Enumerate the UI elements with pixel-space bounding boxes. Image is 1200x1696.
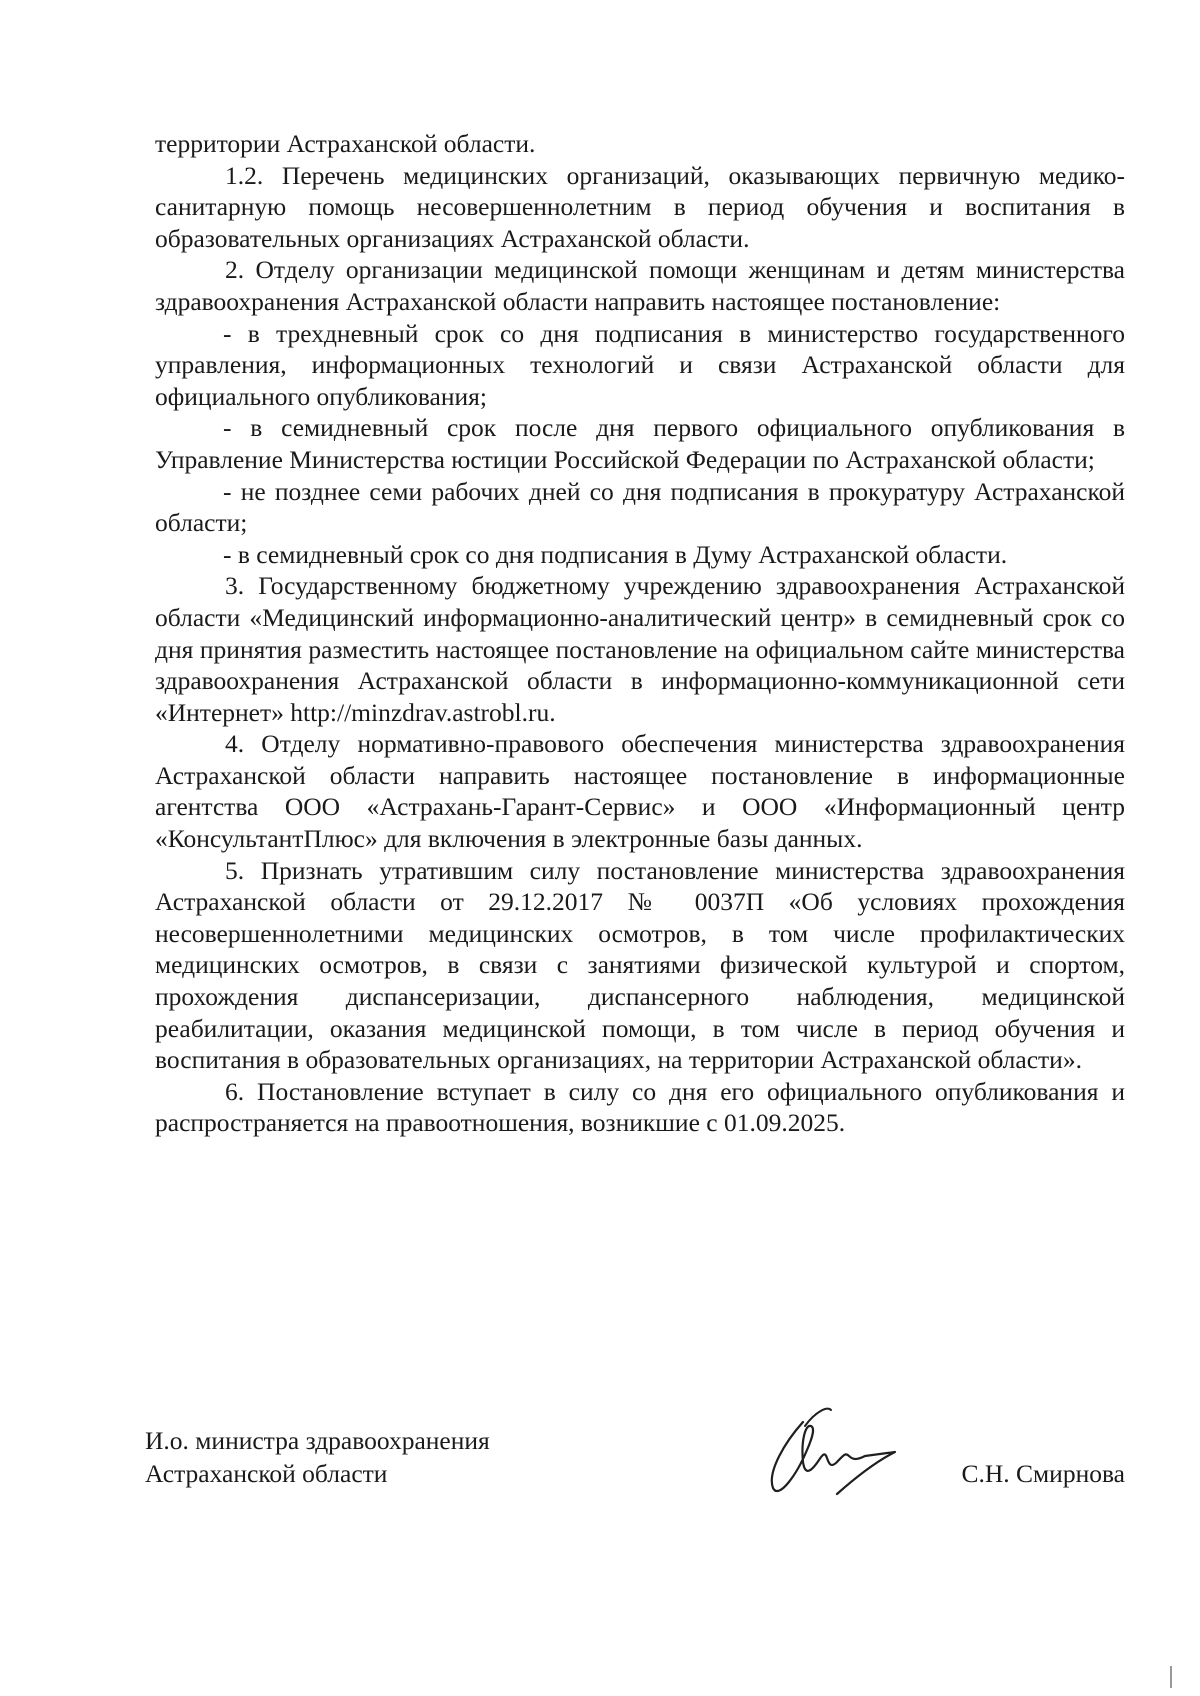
list-item-justice: - в семидневный срок после дня первого официального опубликования в Управление Министерства юстиции Российской Федерации по Астраханской области; — [155, 413, 1125, 474]
list-item-ministry: - в трехдневный срок со дня подписания в министерство государственного управления, информационных технологий и связи Астраханской области для официального опубликования; — [155, 318, 1125, 411]
paragraph-5: 5. Признать утратившим силу постановление министерства здравоохранения Астраханской области от 29.12.2017 № 0037П «Об условиях прохождения несовершеннолетними медицинских осмотров, в том числе профилактических медицинских осмотров, в связи с занятиями физической культурой и спортом, прохождения диспансеризации, диспансерного наблюдения, медицинской реабилитации, оказания медицинской помощи, в том числе в период обучения и воспитания в образовательных организациях, на территории Астраханской области». — [155, 855, 1125, 1075]
list-item-duma: - в семидневный срок со дня подписания в Думу Астраханской области. — [223, 539, 1008, 569]
document-body — [155, 128, 1125, 1139]
list-item-prosecutor: - не позднее семи рабочих дней со дня подписания в прокуратуру Астраханской области; — [155, 476, 1125, 538]
signatory-position — [145, 1424, 595, 1490]
handwritten-signature — [745, 1402, 945, 1512]
signatory-position-line2: Астраханской области — [145, 1459, 388, 1488]
paragraph-continuation: территории Астраханской области. — [155, 129, 536, 158]
signatory-name: С.Н. Смирнова — [961, 1459, 1125, 1488]
paragraph-6: 6. Постановление вступает в силу со дня его официального опубликования и распространяется на правоотношения, возникшие с 01.09.2025. — [155, 1076, 1125, 1138]
signatory-position-line1: И.о. министра здравоохранения — [145, 1426, 490, 1455]
paragraph-1-2: 1.2. Перечень медицинских организаций, оказывающих первичную медико-санитарную помощь несовершеннолетним в период обучения и воспитания в образовательных организациях Астраханской области. — [155, 160, 1125, 253]
scan-artifact — [1170, 1666, 1172, 1688]
paragraph-2: 2. Отделу организации медицинской помощи женщинам и детям министерства здравоохранения Астраханской области направить настоящее постановление: — [155, 255, 1125, 316]
paragraph-3: 3. Государственному бюджетному учреждению здравоохранения Астраханской области «Медицинский информационно-аналитический центр» в семидневный срок со дня принятия разместить настоящее постановление на официальном сайте министерства здравоохранения Астраханской области в информационно-коммуникационной сети «Интернет» http://minzdrav.astrobl.ru. — [155, 571, 1125, 727]
paragraph-4: 4. Отделу нормативно-правового обеспечения министерства здравоохранения Астраханской области направить настоящее постановление в информационные агентства ООО «Астрахань-Гарант-Сервис» и ООО «Информационный центр «КонсультантПлюс» для включения в электронные базы данных. — [155, 729, 1125, 854]
signature-block — [145, 1424, 1125, 1544]
